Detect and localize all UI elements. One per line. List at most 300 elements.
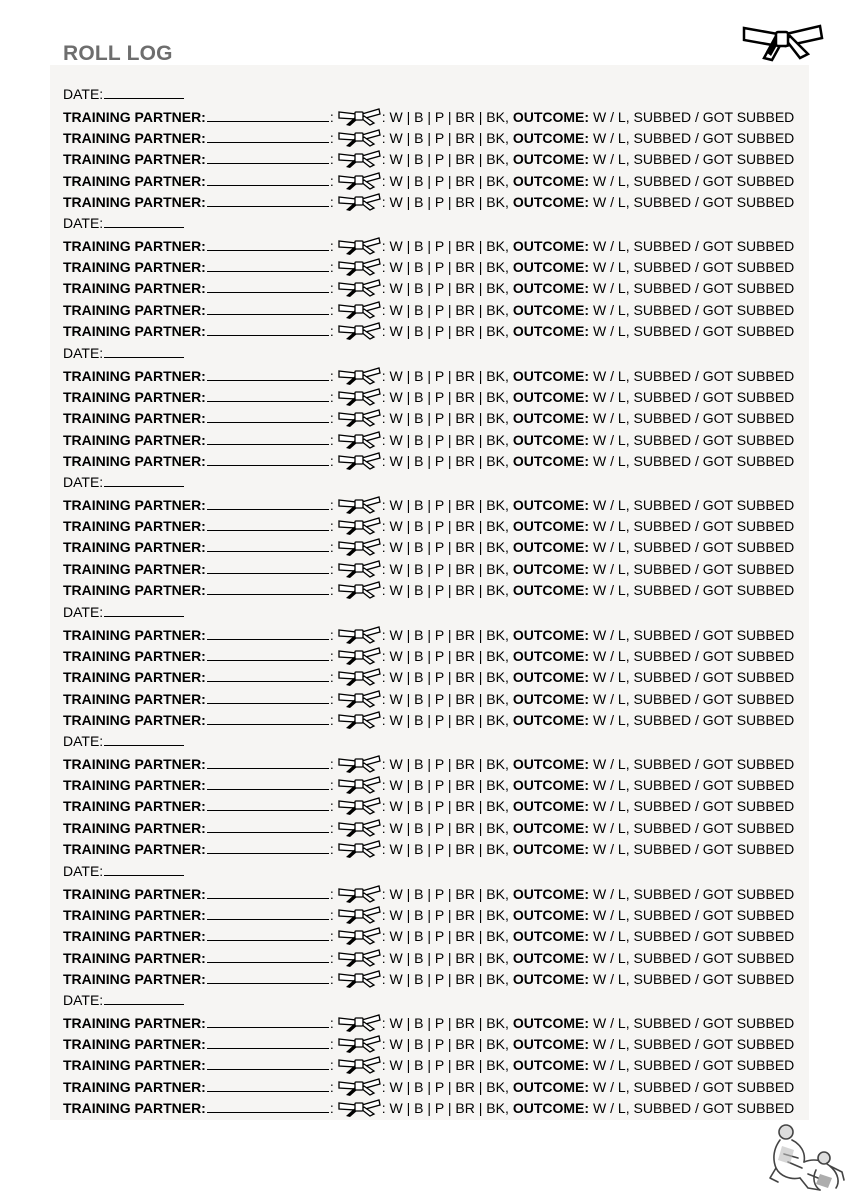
- training-partner-row: [63, 321, 794, 341]
- training-partner-row: [63, 430, 794, 450]
- training-partner-row: [63, 537, 794, 557]
- outcome-options[interactable]: W / L, SUBBED / GOT SUBBED: [593, 648, 795, 664]
- training-partner-row: [63, 107, 794, 127]
- training-partner-label: TRAINING PARTNER:: [63, 777, 206, 793]
- training-partner-label: TRAINING PARTNER:: [63, 582, 206, 598]
- belt-options[interactable]: : W | B | P | BR | BK,: [381, 280, 509, 296]
- outcome-label: OUTCOME:: [512, 756, 590, 772]
- partner-name-blank[interactable]: [207, 1077, 329, 1092]
- partner-name-blank[interactable]: [207, 430, 329, 445]
- belt-icon: [337, 559, 381, 579]
- outcome-label: OUTCOME:: [512, 712, 590, 728]
- belt-options[interactable]: : W | B | P | BR | BK,: [381, 928, 509, 944]
- outcome-options[interactable]: W / L, SUBBED / GOT SUBBED: [593, 432, 795, 448]
- training-partner-label: TRAINING PARTNER:: [63, 841, 206, 857]
- partner-name-blank[interactable]: [207, 408, 329, 423]
- belt-icon: [337, 948, 381, 968]
- colon: :: [329, 518, 334, 534]
- partner-name-blank[interactable]: [207, 451, 329, 466]
- belt-icon: [337, 171, 381, 191]
- partner-name-blank[interactable]: [207, 537, 329, 552]
- training-partner-row: [63, 278, 794, 298]
- outcome-options[interactable]: W / L, SUBBED / GOT SUBBED: [593, 669, 795, 685]
- outcome-options[interactable]: W / L, SUBBED / GOT SUBBED: [593, 561, 795, 577]
- belt-options[interactable]: : W | B | P | BR | BK,: [381, 627, 509, 643]
- belt-options[interactable]: : W | B | P | BR | BK,: [381, 691, 509, 707]
- partner-name-blank[interactable]: [207, 559, 329, 574]
- belt-options[interactable]: : W | B | P | BR | BK,: [381, 173, 509, 189]
- belt-icon: [337, 710, 381, 730]
- belt-options[interactable]: : W | B | P | BR | BK,: [381, 259, 509, 275]
- training-partner-label: TRAINING PARTNER:: [63, 798, 206, 814]
- date-blank-line[interactable]: [104, 213, 184, 228]
- partner-name-blank[interactable]: [207, 171, 329, 186]
- outcome-options[interactable]: W / L, SUBBED / GOT SUBBED: [593, 368, 795, 384]
- training-partner-row: [63, 926, 794, 946]
- colon: :: [329, 432, 334, 448]
- training-partner-row: [63, 1055, 794, 1075]
- training-partner-row: [63, 559, 794, 579]
- training-partner-row: [63, 884, 794, 904]
- training-partner-label: TRAINING PARTNER:: [63, 389, 206, 405]
- belt-icon: [337, 818, 381, 838]
- colon: :: [329, 1079, 334, 1095]
- training-partner-row: [63, 689, 794, 709]
- partner-name-blank[interactable]: [207, 192, 329, 207]
- belt-options[interactable]: : W | B | P | BR | BK,: [381, 432, 509, 448]
- belt-icon: [337, 430, 381, 450]
- outcome-label: OUTCOME:: [512, 1036, 590, 1052]
- outcome-options[interactable]: W / L, SUBBED / GOT SUBBED: [593, 194, 795, 210]
- partner-name-blank[interactable]: [207, 580, 329, 595]
- training-partner-row: [63, 387, 794, 407]
- outcome-label: OUTCOME:: [512, 497, 590, 513]
- belt-options[interactable]: : W | B | P | BR | BK,: [381, 389, 509, 405]
- date-field[interactable]: [63, 343, 184, 363]
- training-partner-label: TRAINING PARTNER:: [63, 130, 206, 146]
- date-blank-line[interactable]: [104, 84, 184, 99]
- training-partner-row: [63, 1077, 794, 1097]
- training-partner-label: TRAINING PARTNER:: [63, 627, 206, 643]
- partner-name-blank[interactable]: [207, 128, 329, 143]
- outcome-options[interactable]: W / L, SUBBED / GOT SUBBED: [593, 259, 795, 275]
- outcome-options[interactable]: W / L, SUBBED / GOT SUBBED: [593, 151, 795, 167]
- date-label: DATE:: [63, 215, 104, 231]
- colon: :: [329, 194, 334, 210]
- belt-options[interactable]: : W | B | P | BR | BK,: [381, 886, 509, 902]
- colon: :: [329, 389, 334, 405]
- outcome-label: OUTCOME:: [512, 151, 590, 167]
- colon: :: [329, 971, 334, 987]
- belt-icon: [337, 839, 381, 859]
- outcome-label: OUTCOME:: [512, 561, 590, 577]
- belt-icon: [337, 625, 381, 645]
- belt-options[interactable]: : W | B | P | BR | BK,: [381, 820, 509, 836]
- belt-options[interactable]: : W | B | P | BR | BK,: [381, 756, 509, 772]
- belt-icon: [337, 1034, 381, 1054]
- belt-icon: [337, 1013, 381, 1033]
- outcome-options[interactable]: W / L, SUBBED / GOT SUBBED: [593, 109, 795, 125]
- outcome-label: OUTCOME:: [512, 928, 590, 944]
- training-partner-label: TRAINING PARTNER:: [63, 669, 206, 685]
- training-partner-label: TRAINING PARTNER:: [63, 432, 206, 448]
- outcome-label: OUTCOME:: [512, 907, 590, 923]
- date-label: DATE:: [63, 345, 104, 361]
- partner-name-blank[interactable]: [207, 366, 329, 381]
- date-field[interactable]: [63, 213, 184, 233]
- colon: :: [329, 841, 334, 857]
- outcome-options[interactable]: W / L, SUBBED / GOT SUBBED: [593, 756, 795, 772]
- outcome-options[interactable]: W / L, SUBBED / GOT SUBBED: [593, 1057, 795, 1073]
- outcome-options[interactable]: W / L, SUBBED / GOT SUBBED: [593, 886, 795, 902]
- colon: :: [329, 497, 334, 513]
- belt-icon: [337, 107, 381, 127]
- outcome-options[interactable]: W / L, SUBBED / GOT SUBBED: [593, 539, 795, 555]
- outcome-options[interactable]: W / L, SUBBED / GOT SUBBED: [593, 820, 795, 836]
- belt-options[interactable]: : W | B | P | BR | BK,: [381, 497, 509, 513]
- partner-name-blank[interactable]: [207, 1013, 329, 1028]
- outcome-options[interactable]: W / L, SUBBED / GOT SUBBED: [593, 627, 795, 643]
- belt-options[interactable]: : W | B | P | BR | BK,: [381, 907, 509, 923]
- date-blank-line[interactable]: [104, 861, 184, 876]
- belt-options[interactable]: : W | B | P | BR | BK,: [381, 151, 509, 167]
- training-partner-row: [63, 818, 794, 838]
- partner-name-blank[interactable]: [207, 1098, 329, 1113]
- belt-icon: [337, 236, 381, 256]
- outcome-options[interactable]: W / L, SUBBED / GOT SUBBED: [593, 798, 795, 814]
- partner-name-blank[interactable]: [207, 646, 329, 661]
- belt-icon: [337, 366, 381, 386]
- belt-options[interactable]: : W | B | P | BR | BK,: [381, 1079, 509, 1095]
- training-partner-row: [63, 408, 794, 428]
- training-partner-label: TRAINING PARTNER:: [63, 194, 206, 210]
- outcome-label: OUTCOME:: [512, 109, 590, 125]
- belt-icon: [337, 754, 381, 774]
- partner-name-blank[interactable]: [207, 905, 329, 920]
- belt-options[interactable]: : W | B | P | BR | BK,: [381, 712, 509, 728]
- outcome-label: OUTCOME:: [512, 259, 590, 275]
- training-partner-label: TRAINING PARTNER:: [63, 1036, 206, 1052]
- belt-options[interactable]: : W | B | P | BR | BK,: [381, 1015, 509, 1031]
- outcome-options[interactable]: W / L, SUBBED / GOT SUBBED: [593, 1100, 795, 1116]
- training-partner-row: [63, 580, 794, 600]
- outcome-options[interactable]: W / L, SUBBED / GOT SUBBED: [593, 712, 795, 728]
- colon: :: [329, 539, 334, 555]
- training-partner-row: [63, 236, 794, 256]
- belt-icon: [337, 580, 381, 600]
- colon: :: [329, 669, 334, 685]
- belt-icon: [337, 796, 381, 816]
- outcome-label: OUTCOME:: [512, 950, 590, 966]
- date-blank-line[interactable]: [104, 472, 184, 487]
- outcome-options[interactable]: W / L, SUBBED / GOT SUBBED: [593, 238, 795, 254]
- training-partner-label: TRAINING PARTNER:: [63, 453, 206, 469]
- belt-icon: [337, 884, 381, 904]
- belt-options[interactable]: : W | B | P | BR | BK,: [381, 1036, 509, 1052]
- partner-name-blank[interactable]: [207, 818, 329, 833]
- belt-icon: [337, 516, 381, 536]
- belt-icon: [337, 149, 381, 169]
- partner-name-blank[interactable]: [207, 754, 329, 769]
- partner-name-blank[interactable]: [207, 839, 329, 854]
- belt-options[interactable]: : W | B | P | BR | BK,: [381, 368, 509, 384]
- colon: :: [329, 302, 334, 318]
- training-partner-row: [63, 948, 794, 968]
- outcome-label: OUTCOME:: [512, 971, 590, 987]
- date-blank-line[interactable]: [104, 731, 184, 746]
- belt-icon: [337, 1077, 381, 1097]
- partner-name-blank[interactable]: [207, 625, 329, 640]
- outcome-label: OUTCOME:: [512, 130, 590, 146]
- training-partner-label: TRAINING PARTNER:: [63, 539, 206, 555]
- training-partner-row: [63, 451, 794, 471]
- outcome-label: OUTCOME:: [512, 410, 590, 426]
- belt-options[interactable]: : W | B | P | BR | BK,: [381, 777, 509, 793]
- partner-name-blank[interactable]: [207, 948, 329, 963]
- outcome-label: OUTCOME:: [512, 194, 590, 210]
- belt-options[interactable]: : W | B | P | BR | BK,: [381, 582, 509, 598]
- training-partner-label: TRAINING PARTNER:: [63, 368, 206, 384]
- date-blank-line[interactable]: [104, 990, 184, 1005]
- outcome-options[interactable]: W / L, SUBBED / GOT SUBBED: [593, 280, 795, 296]
- partner-name-blank[interactable]: [207, 516, 329, 531]
- training-partner-row: [63, 775, 794, 795]
- outcome-options[interactable]: W / L, SUBBED / GOT SUBBED: [593, 691, 795, 707]
- training-partner-label: TRAINING PARTNER:: [63, 971, 206, 987]
- partner-name-blank[interactable]: [207, 495, 329, 510]
- colon: :: [329, 173, 334, 189]
- outcome-label: OUTCOME:: [512, 1057, 590, 1073]
- partner-name-blank[interactable]: [207, 1034, 329, 1049]
- colon: :: [329, 627, 334, 643]
- outcome-options[interactable]: W / L, SUBBED / GOT SUBBED: [593, 582, 795, 598]
- date-label: DATE:: [63, 604, 104, 620]
- belt-icon: [337, 775, 381, 795]
- outcome-options[interactable]: W / L, SUBBED / GOT SUBBED: [593, 841, 795, 857]
- date-field[interactable]: [63, 861, 184, 881]
- belt-options[interactable]: : W | B | P | BR | BK,: [381, 302, 509, 318]
- training-partner-label: TRAINING PARTNER:: [63, 712, 206, 728]
- colon: :: [329, 691, 334, 707]
- belt-options[interactable]: : W | B | P | BR | BK,: [381, 518, 509, 534]
- outcome-options[interactable]: W / L, SUBBED / GOT SUBBED: [593, 410, 795, 426]
- belt-options[interactable]: : W | B | P | BR | BK,: [381, 648, 509, 664]
- date-field[interactable]: [63, 602, 184, 622]
- training-partner-row: [63, 149, 794, 169]
- belt-icon: [337, 387, 381, 407]
- outcome-options[interactable]: W / L, SUBBED / GOT SUBBED: [593, 1079, 795, 1095]
- outcome-options[interactable]: W / L, SUBBED / GOT SUBBED: [593, 302, 795, 318]
- belt-options[interactable]: : W | B | P | BR | BK,: [381, 561, 509, 577]
- belt-options[interactable]: : W | B | P | BR | BK,: [381, 1100, 509, 1116]
- belt-options[interactable]: : W | B | P | BR | BK,: [381, 453, 509, 469]
- colon: :: [329, 886, 334, 902]
- training-partner-row: [63, 257, 794, 277]
- date-label: DATE:: [63, 86, 104, 102]
- outcome-label: OUTCOME:: [512, 453, 590, 469]
- training-partner-row: [63, 128, 794, 148]
- date-field[interactable]: [63, 472, 184, 492]
- outcome-label: OUTCOME:: [512, 648, 590, 664]
- outcome-options[interactable]: W / L, SUBBED / GOT SUBBED: [593, 453, 795, 469]
- colon: :: [329, 648, 334, 664]
- training-partner-label: TRAINING PARTNER:: [63, 1100, 206, 1116]
- date-label: DATE:: [63, 733, 104, 749]
- training-partner-label: TRAINING PARTNER:: [63, 820, 206, 836]
- belt-icon: [337, 905, 381, 925]
- colon: :: [329, 130, 334, 146]
- training-partner-row: [63, 625, 794, 645]
- training-partner-label: TRAINING PARTNER:: [63, 280, 206, 296]
- training-partner-label: TRAINING PARTNER:: [63, 691, 206, 707]
- partner-name-blank[interactable]: [207, 387, 329, 402]
- colon: :: [329, 1057, 334, 1073]
- outcome-label: OUTCOME:: [512, 389, 590, 405]
- belt-options[interactable]: : W | B | P | BR | BK,: [381, 841, 509, 857]
- training-partner-label: TRAINING PARTNER:: [63, 173, 206, 189]
- training-partner-label: TRAINING PARTNER:: [63, 1015, 206, 1031]
- training-partner-row: [63, 516, 794, 536]
- date-label: DATE:: [63, 863, 104, 879]
- training-partner-row: [63, 646, 794, 666]
- partner-name-blank[interactable]: [207, 884, 329, 899]
- training-partner-row: [63, 1098, 794, 1118]
- belt-options[interactable]: : W | B | P | BR | BK,: [381, 1057, 509, 1073]
- colon: :: [329, 907, 334, 923]
- partner-name-blank[interactable]: [207, 969, 329, 984]
- belt-options[interactable]: : W | B | P | BR | BK,: [381, 109, 509, 125]
- belt-options[interactable]: : W | B | P | BR | BK,: [381, 323, 509, 339]
- colon: :: [329, 323, 334, 339]
- outcome-options[interactable]: W / L, SUBBED / GOT SUBBED: [593, 130, 795, 146]
- belt-options[interactable]: : W | B | P | BR | BK,: [381, 539, 509, 555]
- belt-icon: [337, 451, 381, 471]
- belt-options[interactable]: : W | B | P | BR | BK,: [381, 130, 509, 146]
- training-partner-row: [63, 495, 794, 515]
- date-field[interactable]: [63, 84, 184, 104]
- outcome-options[interactable]: W / L, SUBBED / GOT SUBBED: [593, 777, 795, 793]
- partner-name-blank[interactable]: [207, 710, 329, 725]
- colon: :: [329, 1015, 334, 1031]
- training-partner-row: [63, 754, 794, 774]
- partner-name-blank[interactable]: [207, 1055, 329, 1070]
- date-blank-line[interactable]: [104, 343, 184, 358]
- outcome-label: OUTCOME:: [512, 518, 590, 534]
- colon: :: [329, 453, 334, 469]
- belt-icon: [337, 128, 381, 148]
- belt-icon: [337, 495, 381, 515]
- partner-name-blank[interactable]: [207, 689, 329, 704]
- date-field[interactable]: [63, 731, 184, 751]
- partner-name-blank[interactable]: [207, 667, 329, 682]
- partner-name-blank[interactable]: [207, 149, 329, 164]
- outcome-label: OUTCOME:: [512, 627, 590, 643]
- partner-name-blank[interactable]: [207, 257, 329, 272]
- training-partner-label: TRAINING PARTNER:: [63, 928, 206, 944]
- training-partner-row: [63, 796, 794, 816]
- outcome-options[interactable]: W / L, SUBBED / GOT SUBBED: [593, 323, 795, 339]
- outcome-options[interactable]: W / L, SUBBED / GOT SUBBED: [593, 928, 795, 944]
- training-partner-row: [63, 969, 794, 989]
- training-partner-label: TRAINING PARTNER:: [63, 410, 206, 426]
- outcome-options[interactable]: W / L, SUBBED / GOT SUBBED: [593, 173, 795, 189]
- belt-options[interactable]: : W | B | P | BR | BK,: [381, 971, 509, 987]
- belt-options[interactable]: : W | B | P | BR | BK,: [381, 238, 509, 254]
- belt-options[interactable]: : W | B | P | BR | BK,: [381, 194, 509, 210]
- training-partner-label: TRAINING PARTNER:: [63, 1079, 206, 1095]
- page-title: ROLL LOG: [63, 42, 173, 65]
- belt-options[interactable]: : W | B | P | BR | BK,: [381, 410, 509, 426]
- outcome-options[interactable]: W / L, SUBBED / GOT SUBBED: [593, 971, 795, 987]
- outcome-label: OUTCOME:: [512, 1100, 590, 1116]
- colon: :: [329, 820, 334, 836]
- belt-icon: [337, 667, 381, 687]
- belt-icon: [337, 969, 381, 989]
- training-partner-label: TRAINING PARTNER:: [63, 497, 206, 513]
- partner-name-blank[interactable]: [207, 300, 329, 315]
- training-partner-label: TRAINING PARTNER:: [63, 648, 206, 664]
- belt-icon: [337, 257, 381, 277]
- belt-options[interactable]: : W | B | P | BR | BK,: [381, 798, 509, 814]
- partner-name-blank[interactable]: [207, 236, 329, 251]
- training-partner-label: TRAINING PARTNER:: [63, 151, 206, 167]
- training-partner-label: TRAINING PARTNER:: [63, 886, 206, 902]
- outcome-label: OUTCOME:: [512, 432, 590, 448]
- colon: :: [329, 928, 334, 944]
- colon: :: [329, 259, 334, 275]
- outcome-options[interactable]: W / L, SUBBED / GOT SUBBED: [593, 389, 795, 405]
- colon: :: [329, 950, 334, 966]
- outcome-options[interactable]: W / L, SUBBED / GOT SUBBED: [593, 950, 795, 966]
- belt-icon: [337, 926, 381, 946]
- partner-name-blank[interactable]: [207, 107, 329, 122]
- outcome-label: OUTCOME:: [512, 777, 590, 793]
- colon: :: [329, 1036, 334, 1052]
- belt-options[interactable]: : W | B | P | BR | BK,: [381, 669, 509, 685]
- partner-name-blank[interactable]: [207, 321, 329, 336]
- outcome-label: OUTCOME:: [512, 323, 590, 339]
- date-field[interactable]: [63, 990, 184, 1010]
- outcome-options[interactable]: W / L, SUBBED / GOT SUBBED: [593, 1036, 795, 1052]
- outcome-label: OUTCOME:: [512, 539, 590, 555]
- partner-name-blank[interactable]: [207, 775, 329, 790]
- colon: :: [329, 582, 334, 598]
- partner-name-blank[interactable]: [207, 278, 329, 293]
- training-partner-label: TRAINING PARTNER:: [63, 950, 206, 966]
- outcome-label: OUTCOME:: [512, 582, 590, 598]
- training-partner-label: TRAINING PARTNER:: [63, 259, 206, 275]
- training-partner-label: TRAINING PARTNER:: [63, 109, 206, 125]
- training-partner-label: TRAINING PARTNER:: [63, 907, 206, 923]
- date-blank-line[interactable]: [104, 602, 184, 617]
- outcome-options[interactable]: W / L, SUBBED / GOT SUBBED: [593, 518, 795, 534]
- outcome-label: OUTCOME:: [512, 798, 590, 814]
- outcome-label: OUTCOME:: [512, 820, 590, 836]
- belt-icon: [337, 646, 381, 666]
- training-partner-row: [63, 366, 794, 386]
- partner-name-blank[interactable]: [207, 796, 329, 811]
- outcome-options[interactable]: W / L, SUBBED / GOT SUBBED: [593, 497, 795, 513]
- belt-options[interactable]: : W | B | P | BR | BK,: [381, 950, 509, 966]
- partner-name-blank[interactable]: [207, 926, 329, 941]
- colon: :: [329, 368, 334, 384]
- colon: :: [329, 777, 334, 793]
- belt-icon: [337, 278, 381, 298]
- outcome-options[interactable]: W / L, SUBBED / GOT SUBBED: [593, 907, 795, 923]
- outcome-label: OUTCOME:: [512, 173, 590, 189]
- outcome-options[interactable]: W / L, SUBBED / GOT SUBBED: [593, 1015, 795, 1031]
- training-partner-row: [63, 667, 794, 687]
